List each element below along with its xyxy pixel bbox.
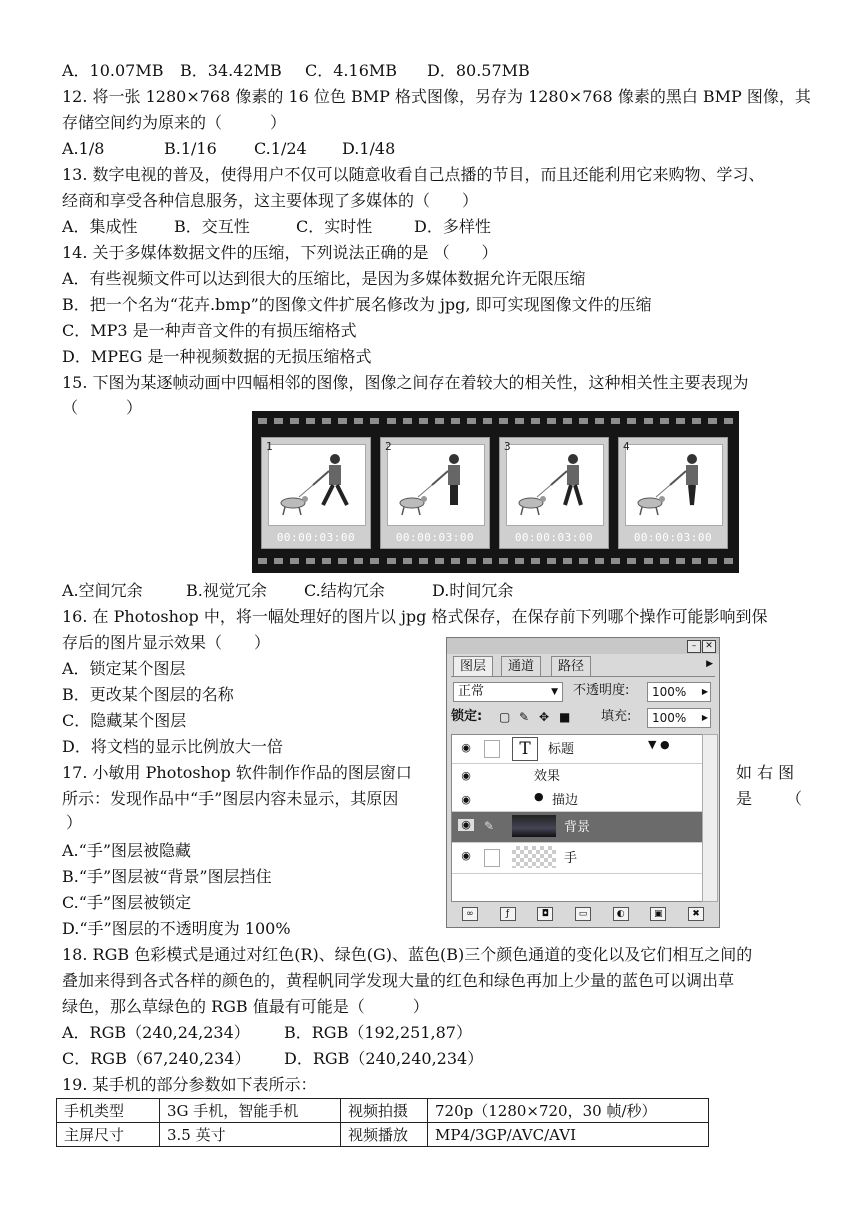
sprocket-hole (676, 418, 685, 424)
q14-stem: 14. 关于多媒体数据文件的压缩，下列说法正确的是 （ ） (62, 243, 498, 262)
q18-option-a: A．RGB（240,24,234） (62, 1023, 250, 1042)
person-body (686, 465, 698, 485)
person-leg (575, 485, 581, 505)
person-body (567, 465, 579, 485)
sprocket-hole (419, 558, 428, 564)
frame-picture (625, 444, 723, 526)
lock-label: 锁定: (451, 709, 483, 724)
layer-thumbnail (512, 815, 556, 837)
q18-stem-line1: 18. RGB 色彩模式是通过对红色(R)、绿色(G)、蓝色(B)三个颜色通道的变化以及它们相互之间的 (62, 945, 753, 964)
q15-stem-line1: 15. 下图为某逐帧动画中四幅相邻的图像，图像之间存在着较大的相关性，这种相关性主要表现为 (62, 373, 749, 392)
lock-move-icon[interactable]: ✥ (539, 710, 550, 724)
sprocket-hole (563, 418, 572, 424)
sprocket-hole (611, 558, 620, 564)
sprocket-hole (531, 418, 540, 424)
person-arm (670, 471, 686, 485)
layer-stroke-row (452, 787, 702, 812)
dog-leg (521, 507, 523, 515)
sprocket-hole (354, 558, 363, 564)
sprocket-hole (660, 418, 669, 424)
dog-leg (283, 507, 285, 515)
dog-leg (418, 507, 420, 515)
layer-effects-row (452, 763, 702, 787)
sprocket-hole (403, 418, 412, 424)
sprocket-hole (258, 558, 267, 564)
layers-scrollbar[interactable] (702, 734, 718, 902)
sprocket-hole (563, 558, 572, 564)
dog-leg (537, 507, 539, 515)
leash (299, 485, 313, 497)
panel-titlebar (447, 638, 719, 654)
layer-name: 手 (564, 851, 578, 866)
dog-body (638, 498, 662, 508)
panel-bottom-toolbar (451, 905, 715, 923)
layer-name: 标题 (548, 742, 575, 757)
layer-row-background[interactable] (452, 812, 702, 843)
q11-option-a: A．10.07MB (62, 61, 164, 80)
person-body (329, 465, 341, 485)
opacity-label: 不透明度: (573, 683, 630, 698)
dog-body (400, 498, 424, 508)
person-head (330, 454, 340, 464)
person-leg (323, 485, 333, 505)
sprocket-hole (579, 558, 588, 564)
q12-option-d: D.1/48 (342, 139, 396, 158)
person-head (449, 454, 459, 464)
sprocket-hole (595, 558, 604, 564)
q18-stem-line2: 叠加来得到各式各样的颜色的，黄程帆同学发现大量的红色和绿色再加上少量的蓝色可以调出草 (62, 971, 735, 990)
link-layers-icon[interactable]: ∞ (462, 907, 478, 921)
person-body (448, 465, 460, 485)
dog-head (421, 496, 427, 502)
sprocket-hole (644, 558, 653, 564)
frame-picture (268, 444, 366, 526)
sprocket-hole (274, 558, 283, 564)
q13-stem-line1: 13. 数字电视的普及，使得用户不仅可以随意收看自己点播的节目，而且还能利用它来购物、学习、 (62, 165, 765, 184)
panel-tabs (451, 656, 715, 677)
person-arm (432, 471, 448, 485)
q18-options-row1 (62, 1022, 472, 1044)
eye-icon[interactable]: ◉ (461, 741, 471, 754)
q18-stem-line3: 绿色，那么草绿色的 RGB 值最有可能是（ ） (62, 997, 429, 1016)
sprocket-hole (338, 558, 347, 564)
adjustment-layer-icon[interactable]: ◐ (613, 907, 629, 921)
effects-icon: ▼ ● (648, 738, 670, 751)
layer-row-title[interactable] (452, 735, 702, 764)
opacity-input[interactable] (647, 682, 711, 702)
sprocket-hole (338, 418, 347, 424)
sprocket-hole (290, 418, 299, 424)
person-head (568, 454, 578, 464)
sprocket-hole (370, 558, 379, 564)
q16-option-b: B．更改某个图层的名称 (62, 685, 234, 704)
add-mask-icon[interactable]: ◘ (537, 907, 553, 921)
blend-opacity-row (451, 680, 715, 702)
q17-stem-line2-right: （ (786, 789, 803, 808)
q13-option-b: B．交互性 (174, 217, 250, 236)
sprocket-hole (595, 418, 604, 424)
q16-stem-line2: 存后的图片显示效果（ ） (62, 633, 271, 652)
sprocket-hole (547, 558, 556, 564)
eye-icon[interactable]: ◉ (461, 769, 471, 782)
layer-row-hand[interactable] (452, 843, 702, 874)
q12-option-c: C.1/24 (254, 139, 307, 158)
sprocket-hole (322, 418, 331, 424)
link-box[interactable] (484, 740, 500, 758)
q17-option-b: B.“手”图层被“背景”图层挡住 (62, 867, 272, 886)
dog-leg (656, 507, 658, 515)
close-icon[interactable]: ✕ (702, 640, 716, 653)
q11-options (62, 60, 530, 82)
animation-frame (380, 437, 490, 549)
sprocket-hole (419, 418, 428, 424)
dog-leg (402, 507, 404, 515)
tab-layers[interactable]: 图层 (453, 656, 493, 676)
sprocket-hole (644, 418, 653, 424)
lock-transparency-icon[interactable]: ▢ (499, 710, 511, 724)
sprocket-hole (676, 558, 685, 564)
sprocket-hole (435, 418, 444, 424)
q12-options (62, 138, 395, 160)
frame-number: 4 (623, 440, 630, 453)
sprocket-hole (708, 418, 717, 424)
dog-leg (299, 507, 301, 515)
dog-body (281, 498, 305, 508)
sprocket-hole (660, 558, 669, 564)
q17-stem-line3: ） (66, 813, 83, 832)
eye-icon[interactable]: ◉ (461, 849, 471, 862)
stroke-label: 描边 (552, 793, 579, 808)
sprocket-hole (627, 418, 636, 424)
film-strip (252, 411, 739, 573)
table-cell: 视频拍摄 (341, 1099, 428, 1123)
eye-icon[interactable]: ◉ (458, 819, 474, 831)
q18-option-d: D．RGB（240,240,234） (284, 1049, 484, 1068)
arrow-right-icon: ▶ (701, 713, 708, 722)
sprocket-hole (258, 418, 267, 424)
q18-option-c: C．RGB（67,240,234） (62, 1049, 251, 1068)
frame-number: 1 (266, 440, 273, 453)
q16-stem-line1: 16. 在 Photoshop 中，将一幅处理好的图片以 jpg 格式保存，在保存前下列哪个操作可能影响到保 (62, 607, 768, 626)
q17-stem-line1: 17. 小敏用 Photoshop 软件制作作品的图层窗口 (62, 763, 412, 782)
layer-thumbnail (512, 846, 556, 868)
q11-option-d: D．80.57MB (427, 61, 530, 80)
table-cell: MP4/3GP/AVC/AVI (428, 1123, 709, 1147)
frame-picture (506, 444, 604, 526)
q13-option-c: C．实时性 (296, 217, 373, 236)
table-cell: 视频播放 (341, 1123, 428, 1147)
sprocket-hole (290, 558, 299, 564)
film-sprockets-top (258, 418, 733, 426)
q18-options-row2 (62, 1048, 483, 1070)
q11-option-c: C．4.16MB (305, 61, 398, 80)
q12-stem-line2: 存储空间约为原来的（ ） (62, 113, 287, 132)
dog-leg (640, 507, 642, 515)
brush-icon: ✎ (484, 819, 495, 833)
q13-stem-line2: 经商和享受各种信息服务，这主要体现了多媒体的（ ） (62, 191, 479, 210)
table-cell: 手机类型 (57, 1099, 160, 1123)
q14-option-b: B．把一个名为“花卉.bmp”的图像文件扩展名修改为 jpg, 即可实现图像文件的压缩 (62, 295, 652, 314)
q16-option-a: A．锁定某个图层 (62, 659, 186, 678)
layer-name: 背景 (564, 820, 591, 835)
q12-option-a: A.1/8 (62, 139, 105, 158)
frame-number: 2 (385, 440, 392, 453)
q17-option-d: D.“手”图层的不透明度为 100% (62, 919, 291, 938)
film-sprockets-bottom (258, 558, 733, 566)
sprocket-hole (451, 418, 460, 424)
frame-timecode: 00:00:03:00 (395, 531, 475, 544)
frame-timecode: 00:00:03:00 (633, 531, 713, 544)
layers-list (451, 734, 703, 902)
sprocket-hole (483, 418, 492, 424)
sprocket-hole (531, 558, 540, 564)
lock-fill-row (451, 706, 715, 728)
sprocket-hole (467, 418, 476, 424)
sprocket-hole (467, 558, 476, 564)
q15-option-c: C.结构冗余 (304, 581, 385, 600)
q13-option-a: A．集成性 (62, 217, 138, 236)
table-row (57, 1099, 709, 1123)
sprocket-hole (322, 558, 331, 564)
fill-label: 填充: (601, 709, 632, 724)
dog-head (540, 496, 546, 502)
leash (418, 485, 432, 497)
sprocket-hole (611, 418, 620, 424)
sprocket-hole (403, 558, 412, 564)
sprocket-hole (274, 418, 283, 424)
lock-all-icon[interactable]: ■ (559, 710, 571, 724)
trash-icon[interactable]: ✖ (688, 907, 704, 921)
sprocket-hole (483, 558, 492, 564)
eye-icon[interactable]: ◉ (461, 793, 471, 806)
minimize-icon[interactable]: – (687, 640, 701, 653)
q12-stem-line1: 12. 将一张 1280×768 像素的 16 位色 BMP 格式图像，另存为 1280×768 像素的黑白 BMP 图像，其 (62, 87, 811, 106)
person-leg (565, 485, 571, 505)
person-arm (313, 471, 329, 485)
person-leg (337, 485, 347, 505)
q17-stem-line1-right: 如 右 图 (736, 763, 795, 782)
table-cell: 主屏尺寸 (57, 1123, 160, 1147)
sprocket-hole (515, 418, 524, 424)
photoshop-layers-panel (446, 637, 720, 928)
opacity-value: 100% (652, 685, 687, 699)
q17-stem-line2-mid: 是 (736, 789, 753, 808)
leash (537, 485, 551, 497)
q15-options (62, 580, 513, 602)
sprocket-hole (515, 558, 524, 564)
tab-paths[interactable]: 路径 (551, 656, 591, 676)
sprocket-hole (370, 418, 379, 424)
frame-picture (387, 444, 485, 526)
dog-head (302, 496, 308, 502)
chevron-down-icon: ▼ (551, 687, 558, 697)
person-arm (551, 471, 567, 485)
sprocket-hole (306, 418, 315, 424)
frame-number: 3 (504, 440, 511, 453)
leash (656, 485, 670, 497)
sprocket-hole (306, 558, 315, 564)
sprocket-hole (627, 558, 636, 564)
sprocket-hole (547, 418, 556, 424)
fill-value: 100% (652, 711, 687, 725)
dog-head (659, 496, 665, 502)
animation-frame (618, 437, 728, 549)
q16-option-d: D．将文档的显示比例放大一倍 (62, 737, 283, 756)
sprocket-hole (387, 558, 396, 564)
q17-option-a: A.“手”图层被隐藏 (62, 841, 192, 860)
sprocket-hole (451, 558, 460, 564)
sprocket-hole (387, 418, 396, 424)
person-head (687, 454, 697, 464)
q14-option-d: D．MPEG 是一种视频数据的无损压缩格式 (62, 347, 372, 366)
q15-option-d: D.时间冗余 (432, 581, 514, 600)
sprocket-hole (692, 558, 701, 564)
arrow-right-icon: ▶ (701, 687, 708, 696)
link-box[interactable] (484, 849, 500, 867)
add-style-icon[interactable]: ƒ (500, 907, 516, 921)
animation-frame (261, 437, 371, 549)
q15-option-a: A.空间冗余 (62, 581, 143, 600)
sprocket-hole (692, 418, 701, 424)
new-layer-icon[interactable]: ▣ (650, 907, 666, 921)
person-leg (692, 485, 694, 505)
tab-channels[interactable]: 通道 (501, 656, 541, 676)
sprocket-hole (724, 558, 733, 564)
sprocket-hole (499, 558, 508, 564)
animation-frame (499, 437, 609, 549)
fx-icon: ● (534, 790, 544, 803)
q13-options (62, 216, 491, 238)
table-row (57, 1123, 709, 1147)
dog-body (519, 498, 543, 508)
new-group-icon[interactable]: ▭ (575, 907, 591, 921)
q11-option-b: B．34.42MB (180, 61, 282, 80)
text-layer-icon: T (512, 737, 538, 761)
phone-spec-table (56, 1098, 709, 1147)
q17-option-c: C.“手”图层被锁定 (62, 893, 192, 912)
q14-option-a: A．有些视频文件可以达到很大的压缩比，是因为多媒体数据允许无限压缩 (62, 269, 586, 288)
fill-input[interactable] (647, 708, 711, 728)
q18-option-b: B．RGB（192,251,87） (284, 1023, 472, 1042)
frame-timecode: 00:00:03:00 (276, 531, 356, 544)
blend-mode-select[interactable] (453, 682, 563, 702)
lock-brush-icon[interactable]: ✎ (519, 710, 530, 724)
q16-option-c: C．隐藏某个图层 (62, 711, 187, 730)
sprocket-hole (354, 418, 363, 424)
sprocket-hole (435, 558, 444, 564)
table-cell: 3.5 英寸 (160, 1123, 341, 1147)
sprocket-hole (579, 418, 588, 424)
sprocket-hole (708, 558, 717, 564)
q14-option-c: C．MP3 是一种声音文件的有损压缩格式 (62, 321, 357, 340)
q19-stem: 19. 某手机的部分参数如下表所示： (62, 1075, 317, 1094)
q15-stem-line2: （ ） (62, 398, 143, 417)
table-cell: 3G 手机，智能手机 (160, 1099, 341, 1123)
q17-stem-line2: 所示：发现作品中“手”图层内容未显示，其原因 (62, 789, 399, 808)
panel-menu-icon[interactable]: ▶ (706, 659, 713, 669)
q13-option-d: D．多样性 (414, 217, 491, 236)
sprocket-hole (499, 418, 508, 424)
table-cell: 720p（1280×720，30 帧/秒） (428, 1099, 709, 1123)
q15-option-b: B.视觉冗余 (186, 581, 267, 600)
blend-mode-value: 正常 (458, 684, 485, 699)
frame-timecode: 00:00:03:00 (514, 531, 594, 544)
sprocket-hole (724, 418, 733, 424)
effects-label: 效果 (534, 769, 561, 784)
q12-option-b: B.1/16 (164, 139, 217, 158)
